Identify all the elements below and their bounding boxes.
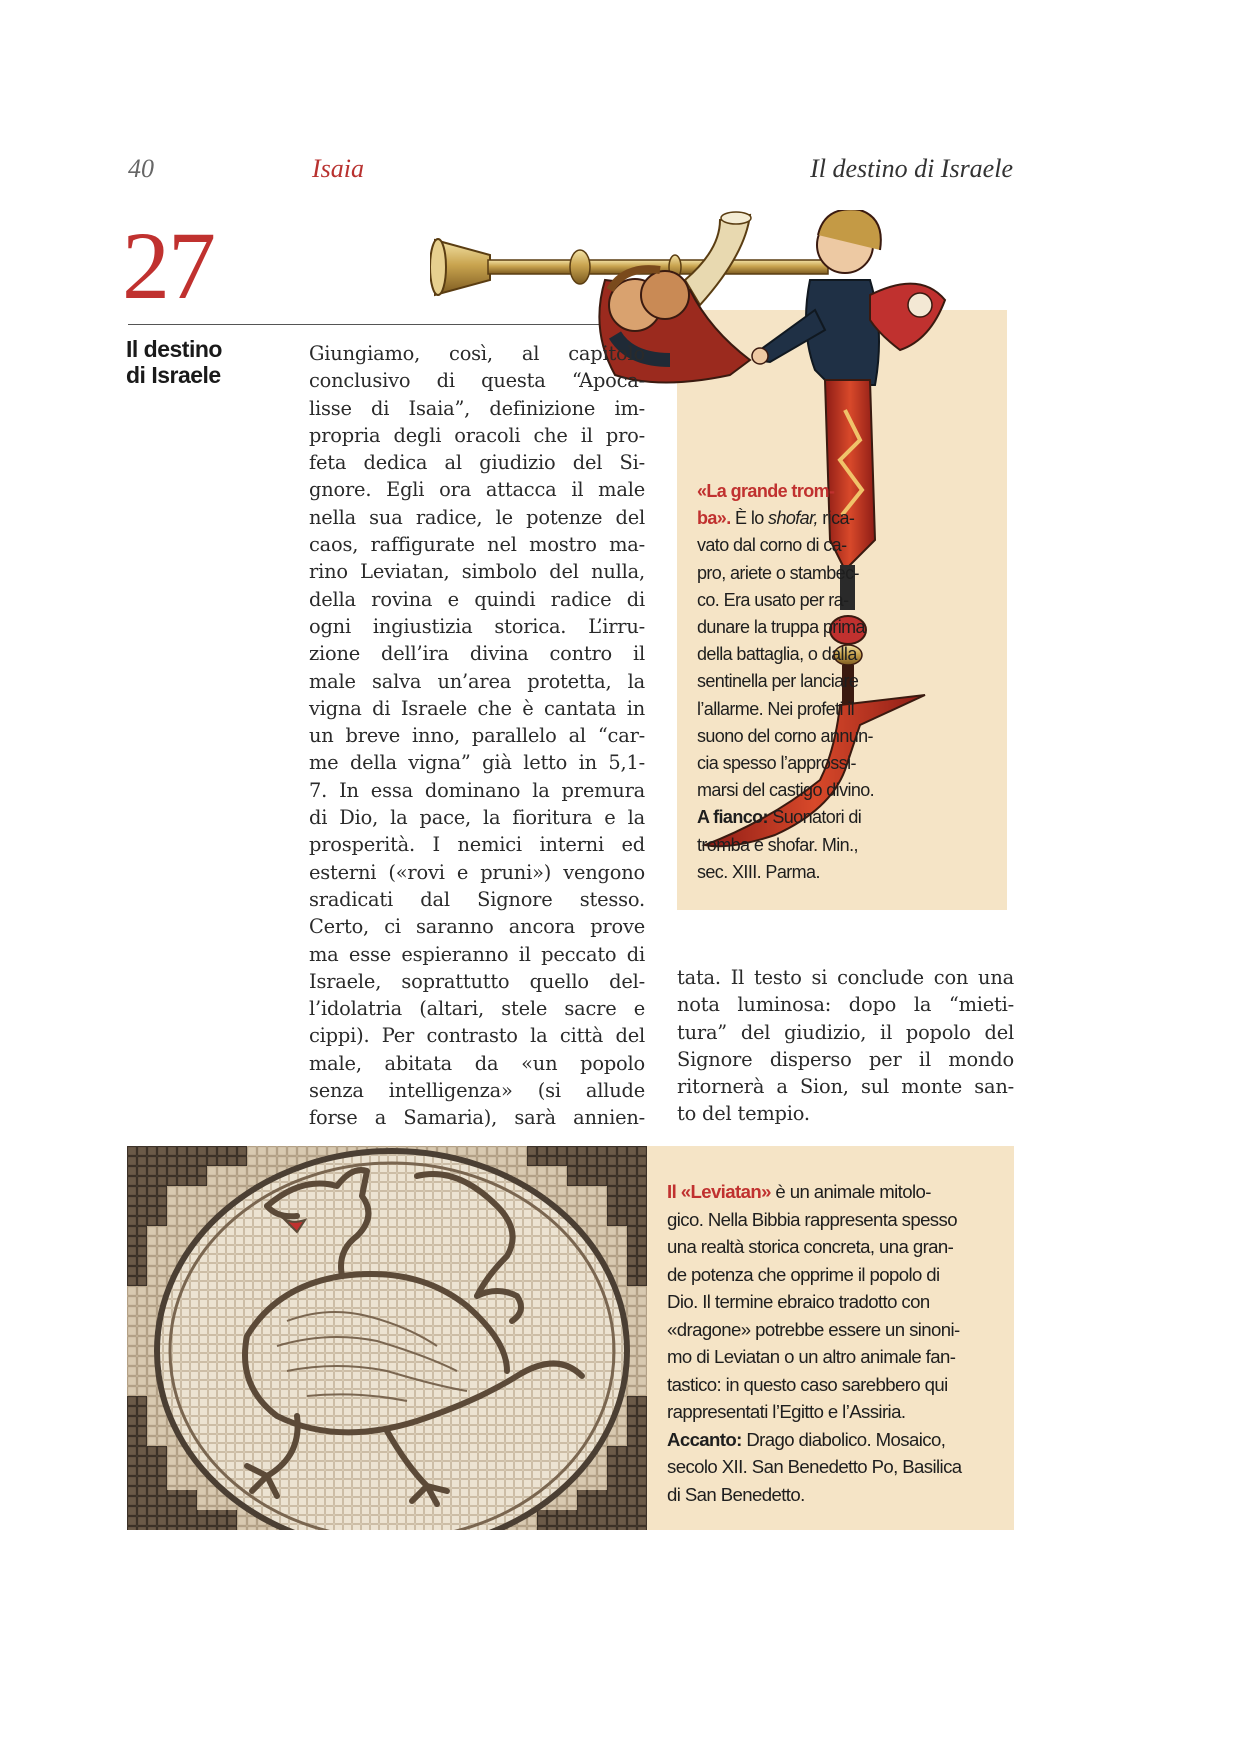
body-text-column-1 — [309, 340, 645, 1132]
running-header — [128, 154, 1013, 188]
caption-line: tastico: in questo caso sarebbero qui — [667, 1373, 948, 1395]
section-title: Il destino di Israele — [810, 154, 1013, 183]
caption-line: sec. XIII. Parma. — [697, 861, 820, 882]
body-line: me della vigna” già letto in 5,1- — [309, 751, 645, 775]
caption-trumpet-title: «La grande trom- — [697, 481, 835, 501]
body-line: nota luminosa: dopo la “mieti- — [677, 993, 1014, 1017]
caption-line: di San Benedetto. — [667, 1483, 805, 1505]
body-line: to del tempio. — [677, 1102, 810, 1126]
body-line: caos, raffigurate nel mostro ma- — [309, 533, 645, 557]
caption-leviatan: Il «Leviatan» è un animale mitolo- gico. Nella Bibbia rappresenta spesso una realtà storica concreta, una gran- de potenza che opprime il popolo di Dio. Il termine ebraico tradotto con «dragone» potrebbe essere un sinoni- mo di Leviatan o un altro animale fan- tastico: in questo caso sarebbero qui rappresentati l’Egitto e l’Assiria. Accanto: Drago diabolico. Mosaico, secolo XII. San Benedetto Po, Basilica di San Benedetto. — [667, 1178, 997, 1508]
dragon-mosaic-image — [127, 1146, 647, 1530]
body-line: rino Leviatan, simbolo del nulla, — [309, 560, 645, 584]
body-line: di Dio, la pace, la fioritura e la — [309, 806, 645, 830]
body-line: un breve inno, parallelo al “car- — [309, 724, 645, 748]
body-line: Israele, soprattutto quello del- — [309, 969, 645, 993]
body-line: 7. In essa dominano la premura — [309, 778, 645, 802]
body-line: ogni ingiustizia storica. L’irru- — [309, 614, 645, 638]
caption-side-label: Accanto: — [667, 1428, 742, 1450]
caption-line: vato dal corno di ca- — [697, 535, 847, 556]
caption-line: sentinella per lanciare — [697, 671, 859, 692]
caption-line: de potenza che opprime il popolo di — [667, 1263, 940, 1285]
caption-line: secolo XII. San Benedetto Po, Basilica — [667, 1456, 962, 1477]
body-line: ritornerà a Sion, sul monte san- — [677, 1075, 1014, 1099]
chapter-number: 27 — [122, 212, 214, 319]
body-line: sradicati dal Signore stesso. — [309, 887, 645, 911]
caption-trumpet: «La grande trom- ba». È lo shofar, rica- vato dal corno di ca- pro, ariete o stambec- co. Era usato per ra- dunare la truppa prima della battaglia, o dalla sentinella per lanciare l’allarme. Nei profeti il suono del corno annun- cia spesso l’approssi- marsi del castigo divino. A fianco: Suonatori di tromba e shofar. Min., sec. XIII. Parma. — [697, 478, 912, 886]
body-line: Giungiamo, così, al capitolo — [309, 342, 645, 365]
book-title: Isaia — [312, 154, 364, 183]
body-line: tata. Il testo si conclude con una — [677, 966, 1014, 989]
body-line: male salva un’area protetta, la — [309, 669, 645, 693]
body-text-column-2 — [677, 964, 1014, 1128]
caption-line: mo di Leviatan o un altro animale fan- — [667, 1346, 956, 1367]
body-line: cippi). Per contrasto la città del — [309, 1024, 645, 1048]
caption-line: Dio. Il termine ebraico tradotto con — [667, 1291, 930, 1312]
body-line: Signore disperso per il mondo — [677, 1047, 1014, 1071]
body-line: esterni («rovi e pruni») vengono — [309, 860, 645, 884]
caption-line: l’allarme. Nei profeti il — [697, 698, 855, 719]
chapter-heading — [126, 336, 276, 388]
caption-line: una realtà storica concreta, una gran- — [667, 1236, 954, 1257]
body-line: Certo, ci saranno ancora prove — [309, 915, 645, 939]
body-line: tura” del giudizio, il popolo del — [677, 1020, 1014, 1044]
body-line: propria degli oracoli che il pro- — [309, 423, 645, 447]
chapter-heading-line-2: di Israele — [126, 362, 221, 388]
body-line: prosperità. I nemici interni ed — [309, 833, 645, 857]
caption-line: cia spesso l’approssi- — [697, 753, 856, 774]
body-line: lisse di Isaia”, definizione im- — [309, 396, 645, 420]
body-line: della rovina e quindi radice di — [309, 587, 645, 611]
body-line: senza intelligenza» (si allude — [309, 1079, 645, 1103]
caption-line: tromba e shofar. Min., — [697, 834, 858, 855]
body-line: conclusivo di questa “Apoca- — [309, 369, 645, 393]
body-line: ma esse espieranno il peccato di — [309, 942, 645, 966]
caption-leviatan-title: Il «Leviatan» — [667, 1181, 771, 1202]
caption-line: marsi del castigo divino. — [697, 780, 875, 801]
caption-line: pro, ariete o stambec- — [697, 562, 859, 583]
body-line: forse a Samaria), sarà annien- — [309, 1106, 645, 1130]
body-line: vigna di Israele che è cantata in — [309, 696, 645, 720]
body-line: nella sua radice, le potenze del — [309, 505, 645, 529]
page-number: 40 — [128, 154, 154, 183]
body-line: gnore. Egli ora attacca il male — [309, 478, 645, 502]
caption-line: suono del corno annun- — [697, 725, 873, 746]
caption-line: dunare la truppa prima — [697, 617, 865, 638]
body-line: male, abitata da «un popolo — [309, 1051, 645, 1075]
body-line: feta dedica al giudizio del Si- — [309, 451, 645, 475]
caption-line: della battaglia, o dalla — [697, 644, 857, 665]
body-line: l’idolatria (altari, stele sacre e — [309, 997, 645, 1021]
caption-line: gico. Nella Bibbia rappresenta spesso — [667, 1208, 957, 1230]
caption-line: «dragone» potrebbe essere un sinoni- — [667, 1318, 960, 1340]
caption-line: co. Era usato per ra- — [697, 589, 849, 610]
caption-side-label: A fianco: — [697, 807, 768, 828]
caption-line: rappresentati l’Egitto e l’Assiria. — [667, 1401, 906, 1422]
body-line: zione dell’ira divina contro il — [309, 642, 645, 666]
chapter-heading-line-1: Il destino — [126, 336, 222, 362]
